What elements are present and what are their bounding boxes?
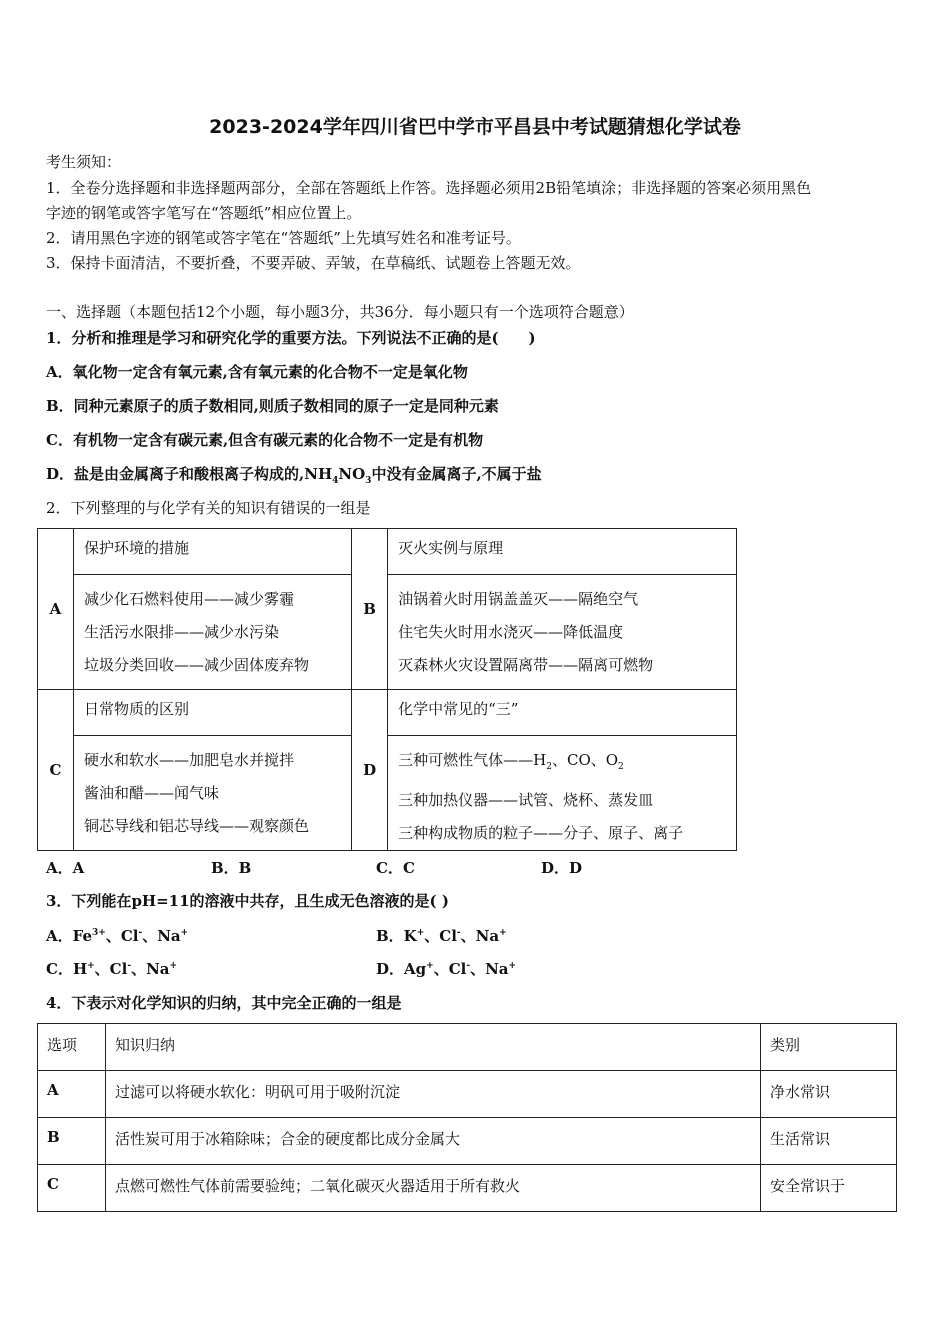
q1-option-d: D．盐是由金属离子和酸根离子构成的$,NH_4NO_3$中没有金属离子,不属于盐: [46, 465, 542, 486]
table-cell: 生活常识: [761, 1118, 897, 1165]
table-header: 知识归纳: [106, 1024, 761, 1071]
q2-table: [37, 528, 737, 851]
q2-head-d: 化学中常见的“三”: [388, 690, 737, 736]
q3-option-a: A．$Fe^{3+}$、Cl-、Na+: [46, 927, 189, 945]
q3-stem: 3．下列能在pH=11的溶液中共存，且生成无色溶液的是( ): [46, 892, 449, 910]
table-cell: 点燃可燃性气体前需要验纯；二氧化碳灭火器适用于所有救火: [106, 1165, 761, 1212]
q2-head-a: 保护环境的措施: [74, 529, 352, 575]
q3-option-b: B．K+、Cl-、Na+: [376, 927, 507, 945]
table-cell: 净水常识: [761, 1071, 897, 1118]
q4-table: [37, 1023, 897, 1212]
q1-stem: 1．分析和推理是学习和研究化学的重要方法。下列说法不正确的是( ): [46, 329, 536, 347]
q2-d-line: 三种加热仪器——试管、烧杯、蒸发皿: [398, 791, 654, 809]
q2-b-line: 油锅着火时用锅盖盖灭——隔绝空气: [398, 590, 639, 608]
q2-c-line: 硬水和软水——加肥皂水并搅拌: [84, 751, 295, 769]
q2-d-line: 三种构成物质的粒子——分子、原子、离子: [398, 824, 684, 842]
q2-option-d: D．D: [541, 859, 583, 877]
notice-heading: 考生须知：: [46, 153, 122, 171]
table-header: 选项: [38, 1024, 106, 1071]
q2-d-line: 三种可燃性气体$——H_2$、CO、$O_2$: [398, 751, 624, 772]
q2-b-line: 住宅失火时用水浇灭——降低温度: [398, 623, 624, 641]
q3-option-d: D．Ag+、Cl-、Na+: [376, 960, 517, 978]
table-cell: 活性炭可用于冰箱除味；合金的硬度都比成分金属大: [106, 1118, 761, 1165]
q2-stem: 2．下列整理的与化学有关的知识有错误的一组是: [46, 499, 371, 517]
q1-option-c: C．有机物一定含有碳元素,但含有碳元素的化合物不一定是有机物: [46, 431, 484, 449]
page-title: 2023-2024学年四川省巴中学市平昌县中考试题猜想化学试卷: [209, 116, 741, 138]
q2-option-b: B．B: [211, 859, 252, 877]
table-cell: B: [38, 1118, 106, 1165]
table-cell: 安全常识于: [761, 1165, 897, 1212]
q2-option-c: C．C: [376, 859, 415, 877]
q2-body-a: [74, 575, 352, 690]
q2-c-line: 酱油和醋——闻气味: [84, 784, 220, 802]
q2-a-line: 垃圾分类回收——减少固体废弃物: [84, 656, 310, 674]
q2-head-b: 灭火实例与原理: [388, 529, 737, 575]
notice-item-1: 1．全卷分选择题和非选择题两部分，全部在答题纸上作答。选择题必须用2B铅笔填涂；非选择题的答案必须用黑色: [46, 179, 812, 197]
q2-letter-b: B: [352, 529, 388, 690]
q2-a-line: 生活污水限排——减少水污染: [84, 623, 280, 641]
q2-letter-a: A: [38, 529, 74, 690]
table-row: [38, 1118, 897, 1165]
q2-c-line: 铜芯导线和铝芯导线——观察颜色: [84, 817, 310, 835]
q4-stem: 4．下表示对化学知识的归纳，其中完全正确的一组是: [46, 994, 402, 1012]
q3-option-c: C．H+、Cl-、Na+: [46, 960, 178, 978]
table-header: 类别: [761, 1024, 897, 1071]
q1-option-b: B．同种元素原子的质子数相同,则质子数相同的原子一定是同种元素: [46, 397, 499, 415]
table-cell: C: [38, 1165, 106, 1212]
table-row: [38, 1071, 897, 1118]
q2-head-c: 日常物质的区别: [74, 690, 352, 736]
q2-body-d: [388, 736, 737, 851]
q2-letter-d: D: [352, 690, 388, 851]
notice-item-1-cont: 字迹的钢笔或答字笔写在“答题纸”相应位置上。: [46, 204, 362, 222]
q2-b-line: 灭森林火灾设置隔离带——隔离可燃物: [398, 656, 654, 674]
q2-body-c: [74, 736, 352, 851]
table-row: [38, 1165, 897, 1212]
section-heading: 一、选择题（本题包括12个小题，每小题3分，共36分．每小题只有一个选项符合题意）: [46, 303, 634, 321]
q2-letter-c: C: [38, 690, 74, 851]
notice-item-2: 2．请用黑色字迹的钢笔或答字笔在“答题纸”上先填写姓名和准考证号。: [46, 229, 521, 247]
q2-body-b: [388, 575, 737, 690]
table-cell: A: [38, 1071, 106, 1118]
q2-option-a: A．A: [46, 859, 85, 877]
table-cell: 过滤可以将硬水软化：明矾可用于吸附沉淀: [106, 1071, 761, 1118]
q1-option-a: A．氧化物一定含有氧元素,含有氧元素的化合物不一定是氧化物: [46, 363, 468, 381]
q2-a-line: 减少化石燃料使用——减少雾霾: [84, 590, 295, 608]
table-header-row: [38, 1024, 897, 1071]
notice-item-3: 3．保持卡面清洁，不要折叠，不要弄破、弄皱，在草稿纸、试题卷上答题无效。: [46, 254, 581, 272]
